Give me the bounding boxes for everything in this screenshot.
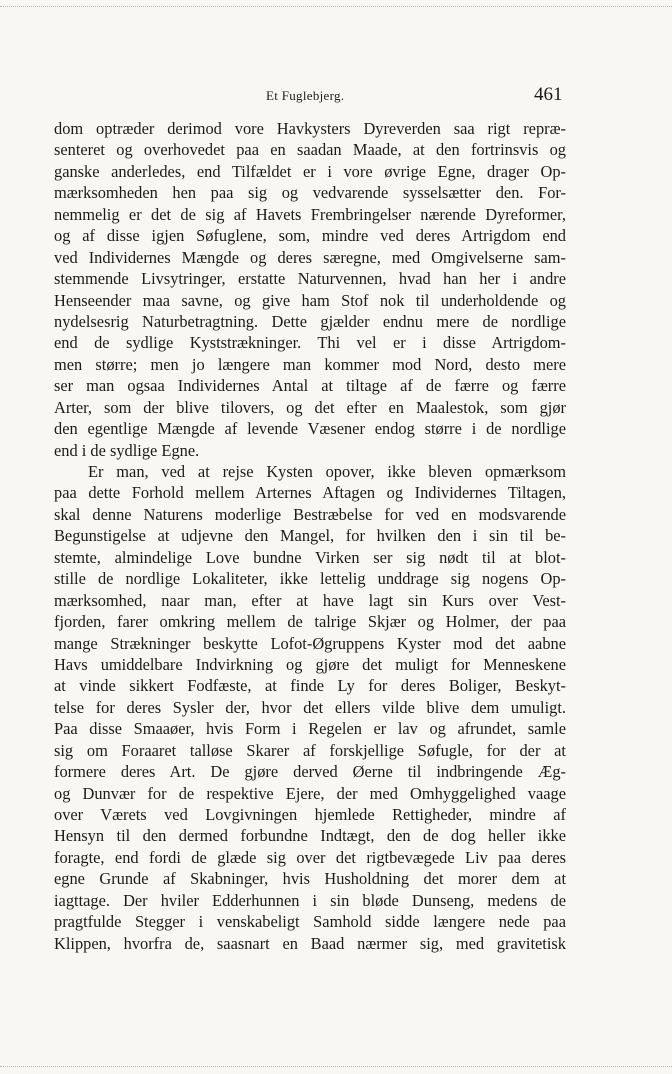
scan-edge-top [0, 6, 672, 7]
text-line: stemte, almindelige Love bundne Virken ser sig nødt til at blot- [54, 547, 566, 567]
text-line: stemmende Livsytringer, erstatte Naturvennen, hvad han her i andre [54, 269, 566, 289]
paragraph-1 [54, 118, 566, 461]
scan-edge-bottom [0, 1066, 672, 1067]
text-line: Begunstigelse at udjevne den Mangel, for hvilken den i sin til be- [54, 526, 566, 546]
text-line: Er man, ved at rejse Kysten opover, ikke bleven opmærksom [88, 462, 566, 481]
text-line: telse for deres Sysler der, hvor det ellers vilde blive dem umuligt. [54, 697, 566, 717]
text-line: fjorden, farer omkring mellem de talrige Skjær og Holmer, der paa [54, 612, 566, 632]
text-line: ser man ogsaa Individernes Antal at tiltage af de færre og færre [54, 376, 566, 396]
text-line: ved Individernes Mængde og deres særegne, med Omgivelserne sam- [54, 247, 566, 267]
text-line: foragte, end fordi de glæde sig over det rigtbevægede Liv paa deres [54, 847, 566, 867]
text-line: ganske anderledes, end Tilfældet er i vore øvrige Egne, drager Op- [54, 161, 566, 181]
text-line: Paa disse Smaaøer, hvis Form i Regelen er lav og afrundet, samle [54, 719, 566, 739]
text-line: at vinde sikkert Fodfæste, at finde Ly for deres Boliger, Beskyt- [54, 676, 566, 696]
text-line: nydelsesrig Naturbetragtning. Dette gjælder endnu mere de nordlige [54, 311, 566, 331]
text-line: formere deres Art. De gjøre derved Øerne til indbringende Æg- [54, 762, 566, 782]
text-line: og af disse igjen Søfuglene, som, mindre ved deres Artrigdom end [54, 226, 566, 246]
text-line: mærksomheden hen paa sig og vedvarende sysselsætter den. For- [54, 183, 566, 203]
text-line: senteret og overhovedet paa en saadan Maade, at den fortrinsvis og [54, 140, 566, 160]
text-line: end de sydlige Kyststrækninger. Thi vel er i disse Artrigdom- [54, 333, 566, 353]
text-line: Arter, som der blive tilovers, og det efter en Maalestok, som gjør [54, 397, 566, 417]
text-line: iagttage. Der hviler Edderhunnen i sin bløde Dunseng, medens de [54, 890, 566, 910]
text-line: mange Strækninger beskytte Lofot-Øgruppens Kyster mod det aabne [54, 633, 566, 653]
text-line: dom optræder derimod vore Havkysters Dyreverden saa rigt repræ- [54, 119, 566, 138]
paragraph-2 [54, 461, 566, 954]
text-line: den egentlige Mængde af levende Væsener endog større i de nordlige [54, 419, 566, 439]
text-line: over Værets ved Lovgivningen hjemlede Rettigheder, mindre af [54, 805, 566, 824]
text-line: men større; men jo længere man kommer mod Nord, desto mere [54, 354, 566, 374]
running-head [0, 86, 672, 106]
text-line: skal denne Naturens moderlige Bestræbelse for ved en modsvarende [54, 504, 566, 524]
body-text [54, 118, 566, 954]
running-title: Et Fuglebjerg. [266, 88, 345, 103]
text-line: egne Grunde af Skabninger, hvis Husholdning det morer dem at [54, 869, 566, 889]
text-line: Havs umiddelbare Indvirkning og gjøre det muligt for Menneskene [54, 654, 566, 674]
page-number: 461 [534, 84, 563, 105]
text-line: paa dette Forhold mellem Arternes Aftagen og Individernes Tiltagen, [54, 483, 566, 503]
text-line: mærksomhed, naar man, efter at have lagt sin Kurs over Vest- [54, 590, 566, 610]
text-line: og Dunvær for de respektive Ejere, der med Omhyggelighed vaage [54, 783, 566, 803]
text-line: Henseender maa savne, og give ham Stof nok til underholdende og [54, 290, 566, 310]
text-line: Klippen, hvorfra de, saasnart en Baad nærmer sig, med gravitetisk [54, 933, 566, 953]
text-line: nemmelig er det de sig af Havets Frembringelser nærende Dyreformer, [54, 204, 566, 224]
text-line: sig om Foraaret talløse Skarer af forskjellige Søfugle, for der at [54, 740, 566, 760]
text-line: stille de nordlige Lokaliteter, ikke lettelig unddrage sig nogens Op- [54, 569, 566, 589]
text-line: pragtfulde Stegger i venskabeligt Samhold sidde længere nede paa [54, 912, 566, 932]
text-line: end i de sydlige Egne. [54, 440, 200, 460]
text-line: Hensyn til den dermed forbundne Indtægt, den de dog heller ikke [54, 826, 566, 846]
